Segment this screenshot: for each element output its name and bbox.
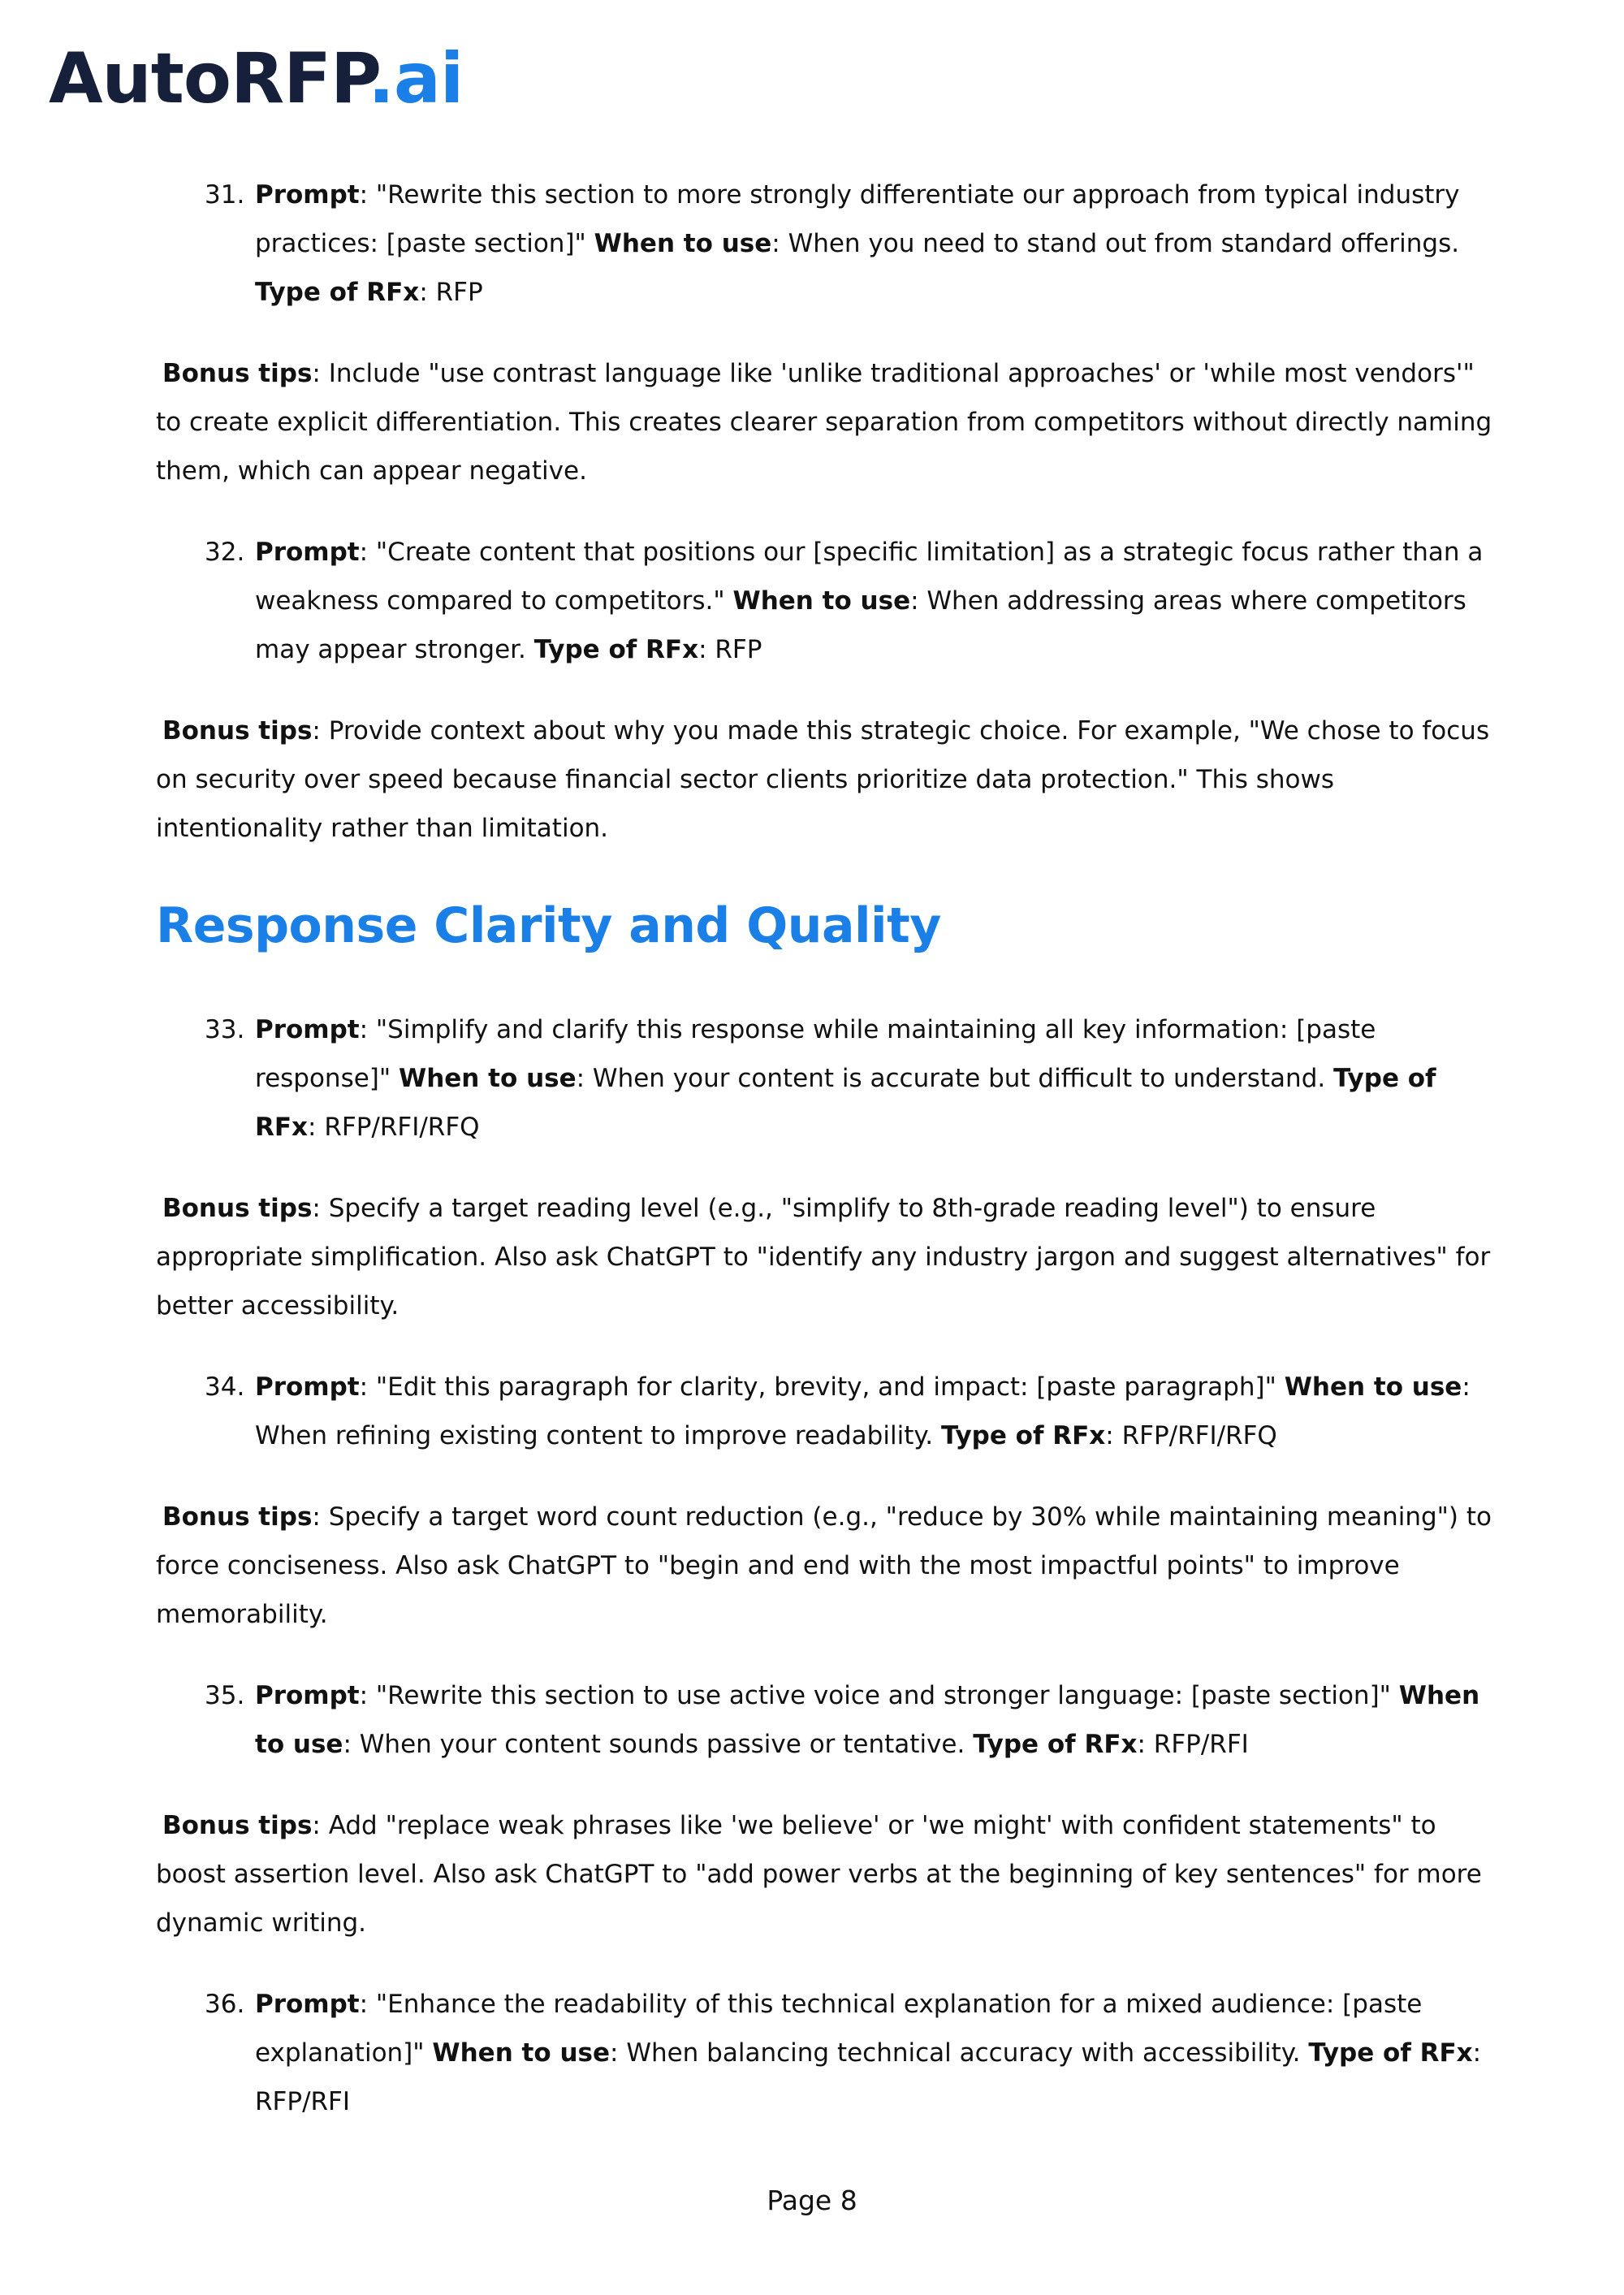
prompt-label: Prompt	[255, 1990, 360, 2019]
type-of-rfx-text: : RFP/RFI/RFQ	[308, 1113, 480, 1142]
bonus-tips-label: Bonus tips	[162, 1194, 313, 1223]
bonus-tips-text: : Specify a target reading level (e.g., "simplify to 8th-grade reading level") to ensure appropriate simplification. Also ask ChatGPT to "identify any industry jargon and suggest alternatives" for better accessibility.	[156, 1194, 1491, 1320]
type-of-rfx-text: : RFP/RFI	[1137, 1730, 1249, 1759]
item-number: 36.	[205, 1990, 245, 2019]
item-number: 34.	[205, 1372, 245, 1402]
bonus-tips-text: : Include "use contrast language like 'unlike traditional approaches' or 'while most vendors'" to create explicit differentiation. This creates clearer separation from competitors without directly naming them, which can appear negative.	[156, 359, 1492, 486]
when-to-use-label: When to use	[1284, 1372, 1462, 1402]
prompt-item	[156, 1363, 1504, 1460]
bonus-tips-text: : Provide context about why you made this strategic choice. For example, "We chose to focus on security over speed because financial sector clients prioritize data protection." This shows intentionality rather than limitation.	[156, 716, 1490, 843]
bonus-tip	[156, 1493, 1504, 1639]
when-to-use-label: When to use	[255, 1681, 1480, 1759]
prompt-label: Prompt	[255, 538, 360, 567]
prompt-text: : "Rewrite this section to use active voice and stronger language: [paste section]"	[359, 1681, 1399, 1710]
bonus-tip	[156, 349, 1504, 495]
type-of-rfx-text: : RFP	[419, 278, 483, 307]
item-number: 33.	[205, 1015, 245, 1044]
logo-accent: .ai	[368, 38, 464, 119]
when-to-use-text: : When refining existing content to improve readability.	[255, 1372, 1471, 1450]
prompt-text: : "Edit this paragraph for clarity, brevity, and impact: [paste paragraph]"	[359, 1372, 1285, 1402]
when-to-use-label: When to use	[399, 1064, 577, 1093]
type-of-rfx-label: Type of RFx	[255, 278, 420, 307]
item-number: 35.	[205, 1681, 245, 1710]
prompt-text: : "Simplify and clarify this response while maintaining all key information: [paste response]"	[255, 1015, 1376, 1093]
when-to-use-text: : When your content is accurate but difficult to understand.	[576, 1064, 1334, 1093]
when-to-use-text: : When your content sounds passive or tentative.	[343, 1730, 974, 1759]
prompt-label: Prompt	[255, 1372, 360, 1402]
prompt-item	[156, 1980, 1504, 2126]
item-number: 31.	[205, 180, 245, 210]
bonus-tips-label: Bonus tips	[162, 716, 313, 746]
prompt-text: : "Rewrite this section to more strongly differentiate our approach from typical industry practices: [paste section]"	[255, 180, 1460, 258]
bonus-tip	[156, 1184, 1504, 1330]
type-of-rfx-label: Type of RFx	[973, 1730, 1138, 1759]
type-of-rfx-text: : RFP/RFI	[255, 2038, 1482, 2116]
when-to-use-text: : When addressing areas where competitors may appear stronger.	[255, 586, 1466, 664]
prompt-text: : "Create content that positions our [specific limitation] as a strategic focus rather than a weakness compared to competitors."	[255, 538, 1484, 616]
bonus-tips-label: Bonus tips	[162, 359, 313, 388]
prompt-item	[156, 1005, 1504, 1152]
type-of-rfx-label: Type of RFx	[940, 1421, 1106, 1450]
prompt-label: Prompt	[255, 1015, 360, 1044]
prompt-item	[156, 1671, 1504, 1769]
bonus-tips-label: Bonus tips	[162, 1502, 313, 1532]
item-number: 32.	[205, 538, 245, 567]
bonus-tip	[156, 1801, 1504, 1947]
bonus-tip	[156, 707, 1504, 853]
autorfp-logo	[49, 34, 463, 123]
bonus-tips-label: Bonus tips	[162, 1811, 313, 1840]
when-to-use-label: When to use	[432, 2038, 611, 2068]
type-of-rfx-text: : RFP/RFI/RFQ	[1105, 1421, 1277, 1450]
type-of-rfx-text: : RFP	[698, 635, 762, 664]
prompt-item	[156, 528, 1504, 674]
page-content	[156, 171, 1504, 2159]
logo-main: AutoRFP	[49, 38, 369, 119]
type-of-rfx-label: Type of RFx	[255, 1064, 1436, 1142]
when-to-use-text: : When you need to stand out from standard offerings.	[771, 229, 1460, 258]
prompt-label: Prompt	[255, 180, 360, 210]
section-heading: Response Clarity and Quality	[156, 897, 941, 954]
when-to-use-label: When to use	[594, 229, 772, 258]
when-to-use-text: : When balancing technical accuracy with accessibility.	[610, 2038, 1309, 2068]
when-to-use-label: When to use	[732, 586, 911, 616]
prompt-text: : "Enhance the readability of this technical explanation for a mixed audience: [paste explanation]"	[255, 1990, 1423, 2068]
type-of-rfx-label: Type of RFx	[1308, 2038, 1473, 2068]
page-number: Page 8	[767, 2185, 857, 2216]
bonus-tips-text: : Add "replace weak phrases like 'we believe' or 'we might' with confident statements" to boost assertion level. Also ask ChatGPT to "add power verbs at the beginning of key sentences" for more dynamic writing.	[156, 1811, 1482, 1938]
bonus-tips-text: : Specify a target word count reduction (e.g., "reduce by 30% while maintaining meaning") to force conciseness. Also ask ChatGPT to "begin and end with the most impactful points" to improve memorability.	[156, 1502, 1492, 1629]
prompt-item	[156, 171, 1504, 317]
type-of-rfx-label: Type of RFx	[533, 635, 699, 664]
prompt-label: Prompt	[255, 1681, 360, 1710]
